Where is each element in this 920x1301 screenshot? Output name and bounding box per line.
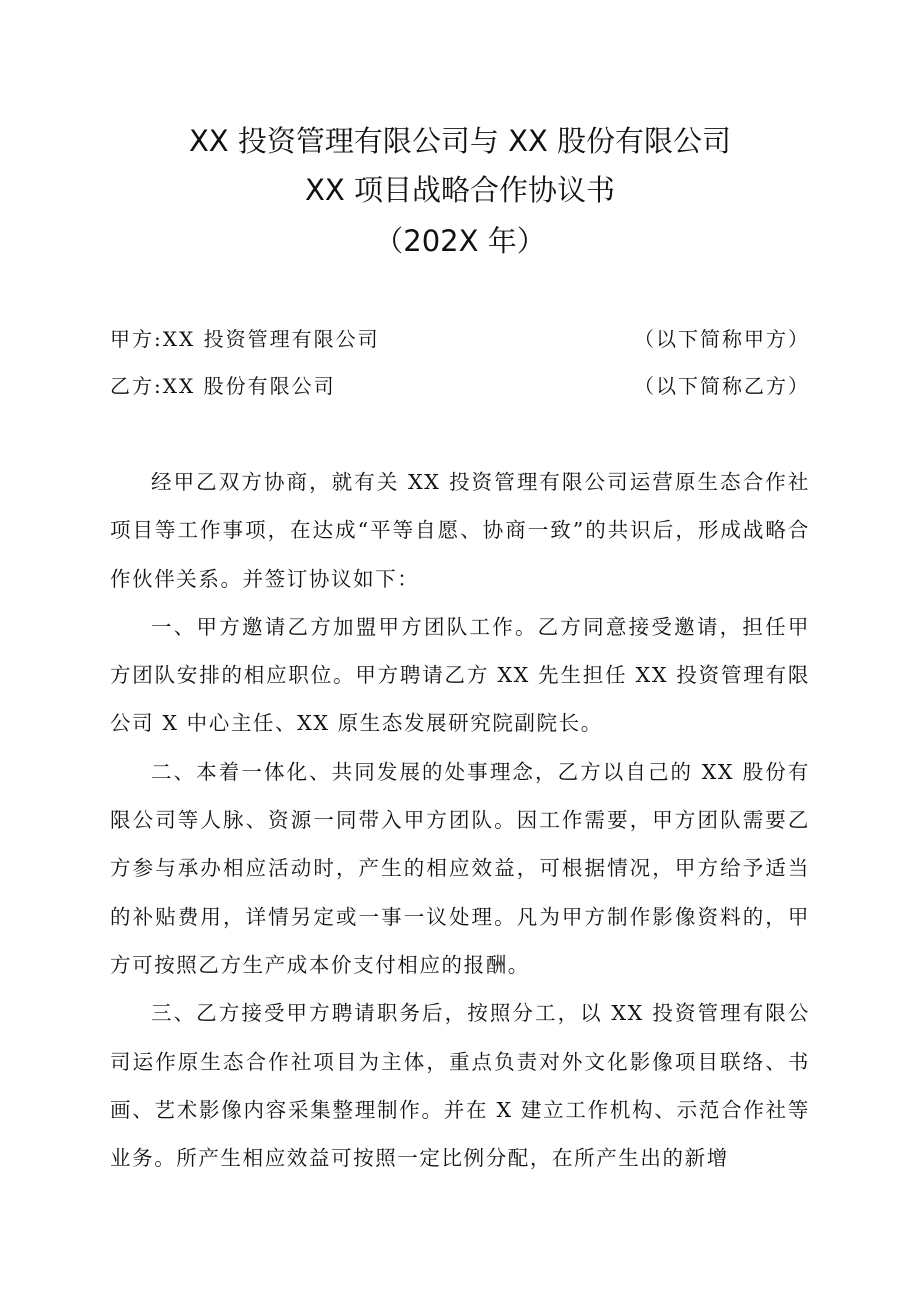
paragraph-clause-2: 二、本着一体化、共同发展的处事理念，乙方以自己的 XX 股份有限公司等人脉、资源一同带入甲方团队。因工作需要，甲方团队需要乙方参与承办相应活动时，产生的相应效益，可根据情况，甲方给予适当的补贴费用，详情另定或一事一议处理。凡为甲方制作影像资料的，甲方可按照乙方生产成本价支付相应的报酬。 [110,759,810,977]
party-a-name: 甲方:XX 投资管理有限公司 [110,327,380,351]
paragraph-clause-1: 一、甲方邀请乙方加盟甲方团队工作。乙方同意接受邀请，担任甲方团队安排的相应职位。甲方聘请乙方 XX 先生担任 XX 投资管理有限公司 X 中心主任、XX 原生态发展研究院副院长。 [110,614,810,736]
party-b-alias: （以下简称乙方） [634,374,810,398]
paragraph-preamble: 经甲乙双方协商，就有关 XX 投资管理有限公司运营原生态合作社项目等工作事项，在达成“平等自愿、协商一致”的共识后，形成战略合作伙伴关系。并签订协议如下： [110,470,810,591]
agreement-body [110,458,810,1182]
party-b-line [110,369,810,403]
document-title-year: （202X 年） [374,224,546,258]
document-title-line-1: XX 投资管理有限公司与 XX 股份有限公司 [188,124,732,158]
document-title-line-2: XX 项目战略合作协议书 [305,173,615,207]
party-a-alias: （以下简称甲方） [634,327,810,351]
paragraph-clause-3: 三、乙方接受甲方聘请职务后，按照分工，以 XX 投资管理有限公司运作原生态合作社项目为主体，重点负责对外文化影像项目联络、书画、艺术影像内容采集整理制作。并在 X 建立工作机构、示范合作社等业务。所产生相应效益可按照一定比例分配，在所产生出的新增 [110,1001,810,1171]
party-a-line [110,322,810,356]
party-b-name: 乙方:XX 股份有限公司 [110,374,336,398]
